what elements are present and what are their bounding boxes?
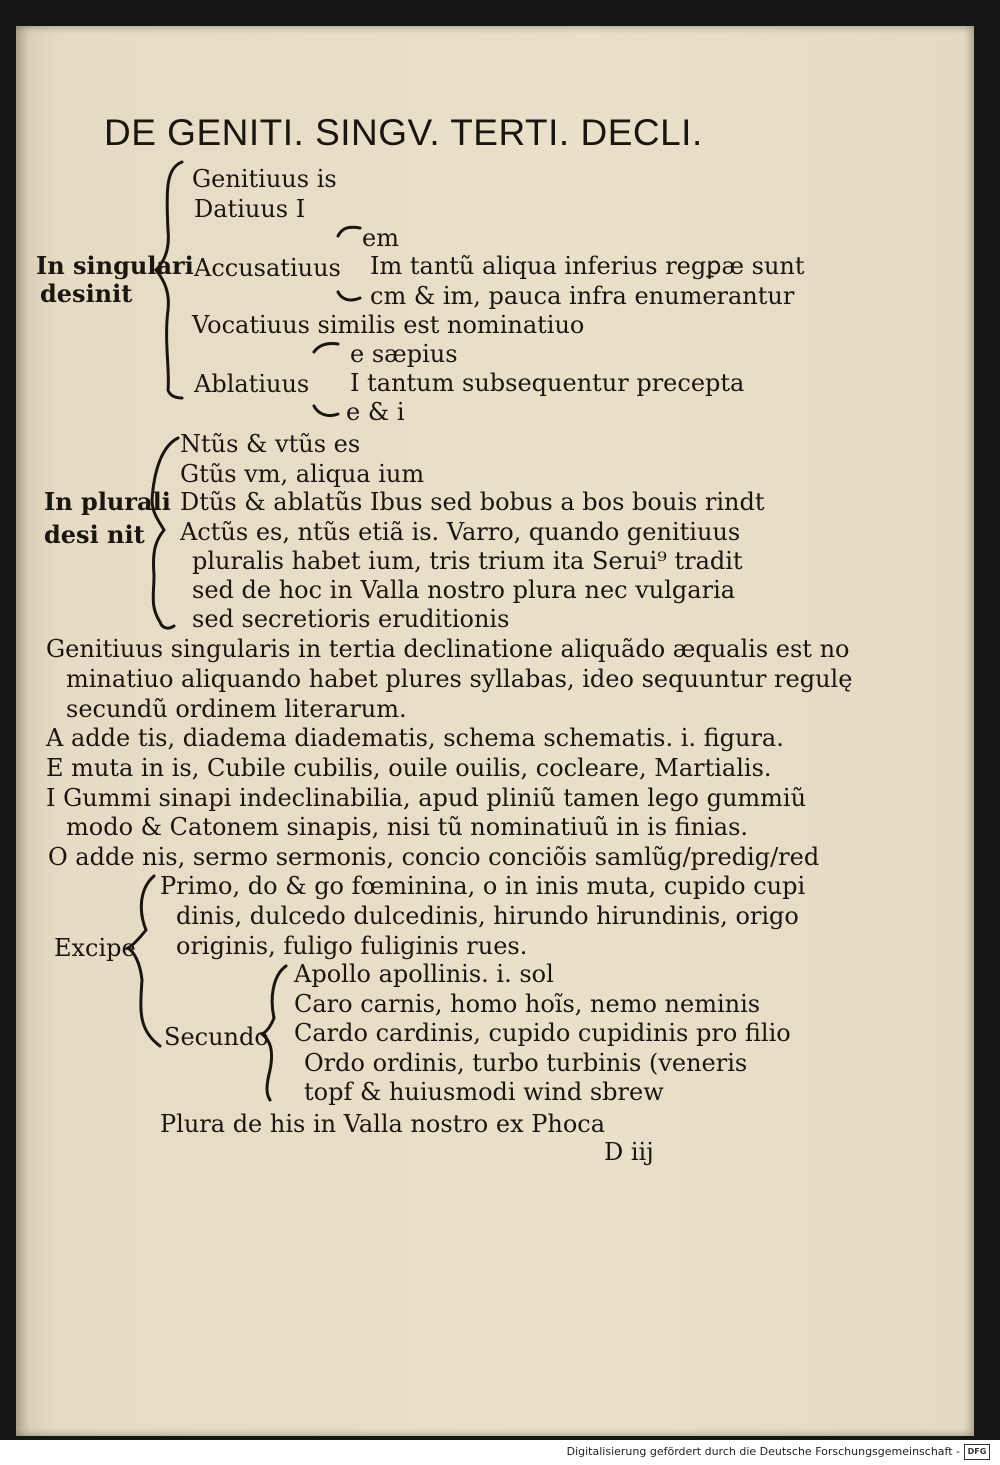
signature-mark: D iij (604, 1138, 654, 1166)
text-line: Genitiuus singularis in tertia declinatione aliquãdo æqualis est no (46, 635, 850, 663)
side-label-secundo: Secundo (164, 1023, 269, 1051)
text-line: originis, fuligo fuliginis rues. (176, 932, 528, 960)
text-line: sed de hoc in Valla nostro plura nec vulgaria (192, 576, 736, 604)
footer-text: Digitalisierung gefördert durch die Deutsche Forschungsgemeinschaft - (566, 1445, 960, 1458)
text-line: Gtũs vm, aliqua ium (180, 460, 425, 488)
brace-accusative (338, 227, 360, 300)
side-label-plural-1: In plurali (44, 487, 171, 516)
text-line: Caro carnis, homo hoĩs, nemo neminis (294, 990, 761, 1018)
text-line: I Gummi sinapi indeclinabilia, apud pliniũ tamen lego gummiũ (46, 784, 807, 812)
text-line: Im tantũ aliqua inferius regꝑæ sunt (370, 252, 805, 280)
footer-bar (0, 1440, 1000, 1465)
text-line: Ntũs & vtũs es (180, 430, 361, 458)
text-line: e & i (346, 398, 405, 426)
text-line: Ordo ordinis, turbo turbinis (veneris (304, 1049, 748, 1077)
text-line: minatiuo aliquando habet plures syllabas, ideo sequuntur regulę (66, 665, 853, 693)
text-line: Accusatiuus (194, 254, 341, 282)
text-line: Genitiuus is (192, 165, 337, 193)
text-line: Cardo cardinis, cupido cupidinis pro filio (294, 1019, 791, 1047)
dfg-logo: DFG (964, 1444, 990, 1460)
text-line: e sæpius (350, 340, 458, 368)
text-line: Vocatiuus similis est nominatiuo (192, 311, 585, 339)
brace-plural (152, 438, 178, 628)
text-line: cm & im, pauca infra enumerantur (370, 282, 795, 310)
side-label-excipe: Excipe (54, 934, 136, 962)
text-line: modo & Catonem sinapis, nisi tũ nominatiuũ in is finias. (66, 813, 749, 841)
side-label-singular-1: In singulari (36, 251, 194, 280)
text-line: sed secretioris eruditionis (192, 605, 510, 633)
closing-line: Plura de his in Valla nostro ex Phoca (160, 1110, 606, 1138)
brace-ablative (314, 343, 338, 415)
brace-excipe (128, 876, 160, 1046)
text-line: Datiuus I (194, 195, 306, 223)
text-line: E muta in is, Cubile cubilis, ouile ouilis, cocleare, Martialis. (46, 754, 772, 782)
text-line: I tantum subsequentur precepta (350, 369, 745, 397)
text-line: dinis, dulcedo dulcedinis, hirundo hirundinis, origo (176, 902, 799, 930)
text-line: topf & huiusmodi wind sbrew (304, 1078, 664, 1106)
text-line: Actũs es, ntũs etiã is. Varro, quando genitiuus (180, 518, 741, 546)
text-line: Primo, do & go fœminina, o in inis muta, cupido cupi (160, 872, 806, 900)
text-line: secundũ ordinem literarum. (66, 695, 407, 723)
brace-secundo (262, 966, 286, 1100)
text-line: A adde tis, diadema diadematis, schema schematis. i. figura. (46, 724, 784, 752)
text-line: Dtũs & ablatũs Ibus sed bobus a bos bouis rindt (180, 488, 765, 516)
text-line: O adde nis, sermo sermonis, concio conciõis samlũg/predig/red (48, 843, 820, 871)
brace-singular (156, 162, 182, 398)
text-line: Ablatiuus (194, 370, 310, 398)
page-title: DE GENITI. SINGV. TERTI. DECLI. (104, 112, 703, 153)
side-label-plural-2: desi nit (44, 520, 145, 549)
text-line: Apollo apollinis. i. sol (294, 960, 554, 988)
text-line: em (362, 224, 399, 252)
text-line: pluralis habet ium, tris trium ita Serui⁹ tradit (192, 547, 743, 575)
side-label-singular-2: desinit (40, 279, 133, 308)
